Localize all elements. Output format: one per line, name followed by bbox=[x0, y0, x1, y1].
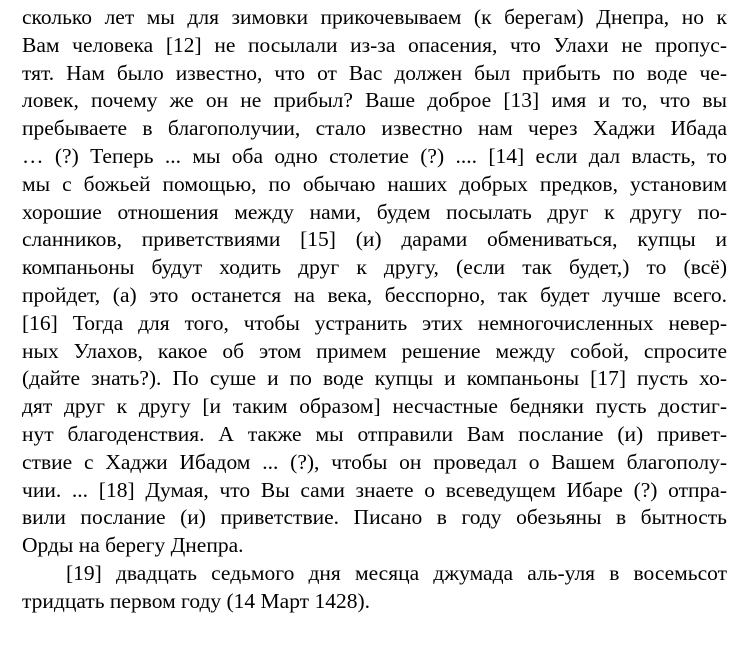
text-line: сланников, приветствиями [15] (и) дарами обмениваться, купцы и bbox=[22, 227, 727, 252]
text-line: чии. ... [18] Думая, что Вы сами знаете о всеведущем Ибаре (?) отпра- bbox=[22, 477, 727, 502]
text-line: [16] Тогда для того, чтобы устранить этих немногочисленных невер- bbox=[22, 310, 727, 335]
text-line: ствие с Хаджи Ибадом ... (?), чтобы он проведал о Вашем благополу- bbox=[22, 449, 727, 474]
text-line: [19] двадцать седьмого дня месяца джумада аль-уля в восемьсот bbox=[66, 560, 727, 585]
text-line: вили послание (и) приветствие. Писано в году обезьяны в бытность bbox=[22, 505, 727, 530]
text-line: сколько лет мы для зимовки прикочевываем (к берегам) Днепра, но к bbox=[22, 5, 727, 29]
text-line: Орды на берегу Днепра. bbox=[22, 533, 244, 558]
paragraph-letter-body bbox=[22, 4, 727, 560]
text-line: нут благоденствия. А также мы отправили Вам послание (и) привет- bbox=[22, 421, 727, 446]
text-line: тридцать первом году (14 Март 1428). bbox=[22, 588, 370, 613]
text-line: тят. Нам было известно, что от Вас должен был прибыть по воде че- bbox=[22, 60, 727, 85]
text-line: ных Улахов, какое об этом примем решение между собой, спросите bbox=[22, 338, 727, 363]
text-line: ловек, почему же он не прибыл? Ваше доброе [13] имя и то, что вы bbox=[22, 88, 727, 113]
text-line: хорошие отношения между нами, будем посылать друг к другу по- bbox=[22, 199, 727, 224]
text-line: компаньоны будут ходить друг к другу, (если так будет,) то (всё) bbox=[22, 255, 727, 280]
text-line: мы с божьей помощью, по обычаю наших добрых предков, установим bbox=[22, 171, 727, 196]
text-line: пребываете в благополучии, стало известно нам через Хаджи Ибада bbox=[22, 116, 727, 141]
text-line: … (?) Теперь ... мы оба одно столетие (?) .... [14] если дал власть, то bbox=[22, 143, 727, 168]
text-line: (дайте знать?). По суше и по воде купцы и компаньоны [17] пусть хо- bbox=[22, 366, 727, 391]
paragraph-date bbox=[22, 560, 727, 616]
text-line: пройдет, (а) это останется на века, бесспорно, так будет лучше всего. bbox=[22, 282, 727, 307]
text-line: дят друг к другу [и таким образом] несчастные бедняки пусть достиг- bbox=[22, 394, 727, 419]
text-line: Вам человека [12] не посылали из-за опасения, что Улахи не пропус- bbox=[22, 32, 727, 57]
